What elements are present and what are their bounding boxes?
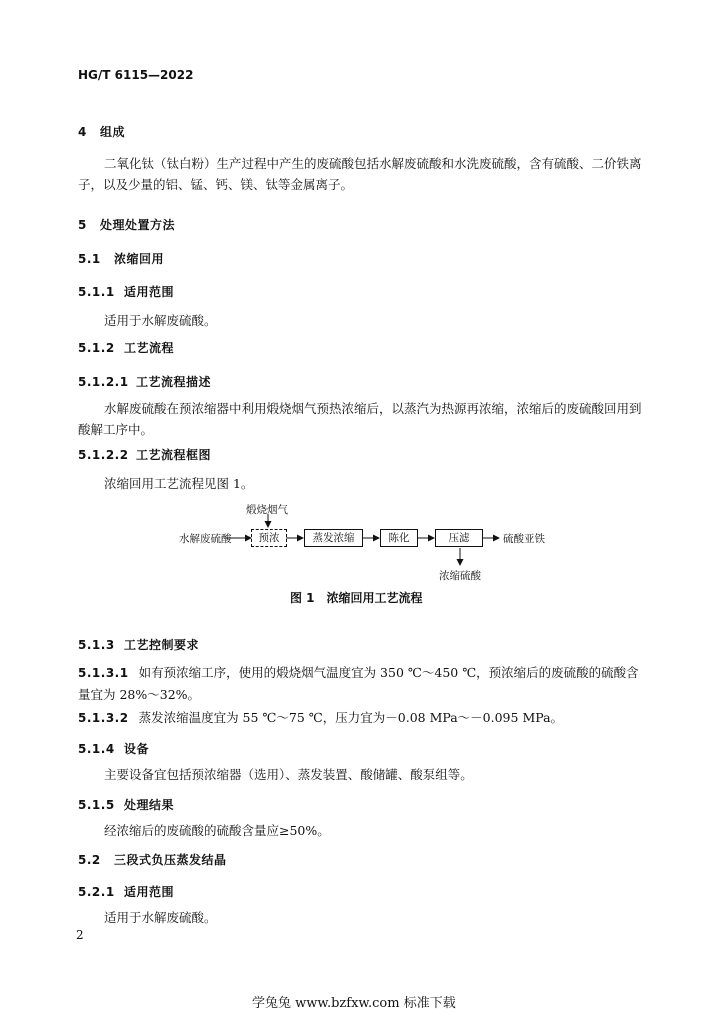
section-5-1-5-paragraph: 经浓缩后的废硫酸的硫酸含量应≥50%。 xyxy=(104,823,330,838)
flow-step-evaporation: 蒸发浓缩 xyxy=(304,529,363,547)
flow-output-bottom-label: 浓缩硫酸 xyxy=(439,570,481,582)
clause-text: 蒸发浓缩温度宜为 55 ℃～75 ℃，压力宜为－0.08 MPa～－0.095 MPa。 xyxy=(138,710,564,725)
section-title: 工艺流程框图 xyxy=(136,448,212,462)
section-title: 设备 xyxy=(124,742,150,756)
section-5-1-2-1-paragraph: 水解废硫酸在预浓缩器中利用煅烧烟气预热浓缩后，以蒸汽为热源再浓缩，浓缩后的废硫酸回用到酸解工序中。 xyxy=(78,401,642,437)
section-title: 工艺流程描述 xyxy=(136,375,212,389)
footer-watermark-text: 学兔兔 www.bzfxw.com 标准下载 xyxy=(252,996,456,1011)
section-number: 5.1.3 xyxy=(78,638,115,652)
section-title: 浓缩回用 xyxy=(114,252,165,266)
section-title: 适用范围 xyxy=(124,885,175,899)
section-5-1-4-paragraph: 主要设备宜包括预浓缩器（选用）、蒸发装置、酸储罐、酸泵组等。 xyxy=(104,767,473,782)
section-5-2-heading xyxy=(78,851,227,868)
section-number: 5.1.1 xyxy=(78,285,115,299)
section-5-1-3-heading xyxy=(78,636,199,653)
section-number: 5.1.2.2 xyxy=(78,448,129,462)
section-title: 处理结果 xyxy=(124,798,175,812)
flow-step-preconcentration: 预浓 xyxy=(251,529,287,547)
section-title: 三段式负压蒸发结晶 xyxy=(114,853,227,867)
flow-top-input-label: 煅烧烟气 xyxy=(246,504,288,516)
section-number: 4 xyxy=(78,125,87,139)
section-4-paragraph: 二氧化钛（钛白粉）生产过程中产生的废硫酸包括水解废硫酸和水洗废硫酸，含有硫酸、二价铁离子，以及少量的铝、锰、钙、镁、钛等金属离子。 xyxy=(78,156,642,192)
section-5-2-1-heading xyxy=(78,883,174,900)
section-title: 工艺流程 xyxy=(124,341,175,355)
flow-step-filter-press: 压滤 xyxy=(435,529,483,547)
clause-text: 如有预浓缩工序，使用的煅烧烟气温度宜为 350 ℃～450 ℃，预浓缩后的废硫酸的硫酸含量宜为 28%～32%。 xyxy=(78,665,639,702)
page-number: 2 xyxy=(76,928,84,942)
section-5-1-1-paragraph: 适用于水解废硫酸。 xyxy=(104,313,217,328)
section-5-1-5-heading xyxy=(78,796,174,813)
section-5-1-4-heading xyxy=(78,740,149,757)
section-title: 适用范围 xyxy=(124,285,175,299)
section-number: 5.1.5 xyxy=(78,798,115,812)
section-number: 5.1.4 xyxy=(78,742,115,756)
section-number: 5.2.1 xyxy=(78,885,115,899)
section-5-1-3-1-paragraph xyxy=(78,662,650,705)
section-number: 5.1.2 xyxy=(78,341,115,355)
flow-output-right-label: 硫酸亚铁 xyxy=(503,533,545,545)
section-title: 处理处置方法 xyxy=(100,218,176,232)
section-title: 工艺控制要求 xyxy=(124,638,200,652)
section-5-2-1-paragraph: 适用于水解废硫酸。 xyxy=(104,910,217,925)
figure-caption: 图 1 浓缩回用工艺流程 xyxy=(290,591,423,605)
section-number: 5.2 xyxy=(78,853,101,867)
section-number: 5.1.3.1 xyxy=(78,666,129,680)
standard-code: HG/T 6115—2022 xyxy=(78,68,194,82)
section-title: 组成 xyxy=(100,125,126,139)
section-number: 5.1.2.1 xyxy=(78,375,129,389)
section-5-1-2-2-paragraph: 浓缩回用工艺流程见图 1。 xyxy=(104,476,254,491)
section-5-1-3-2-paragraph xyxy=(78,707,650,729)
section-number: 5.1 xyxy=(78,252,101,266)
flow-step-aging: 陈化 xyxy=(380,529,418,547)
section-number: 5 xyxy=(78,218,87,232)
flow-input-label: 水解废硫酸 xyxy=(179,533,232,545)
section-number: 5.1.3.2 xyxy=(78,711,129,725)
